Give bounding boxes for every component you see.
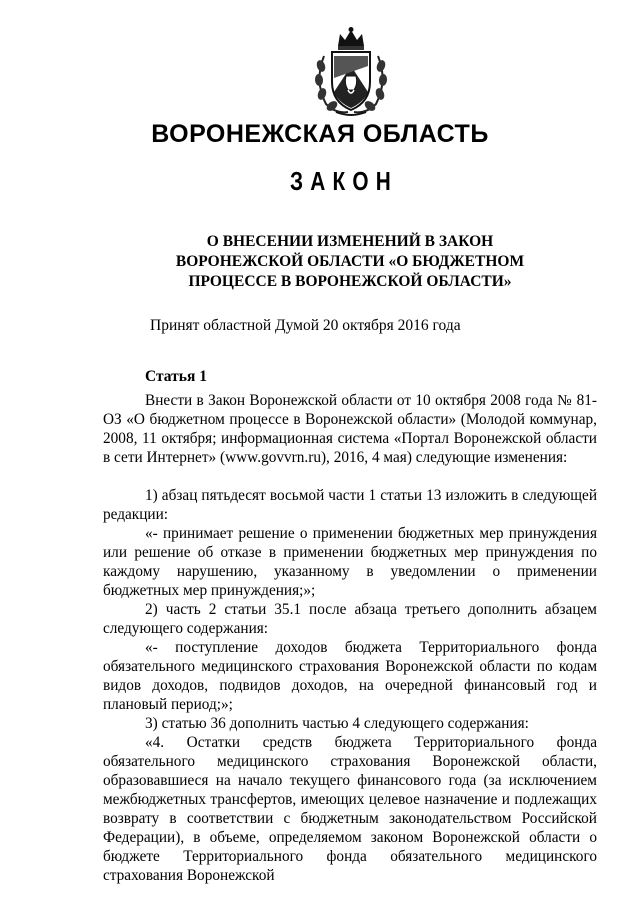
paragraph: Внести в Закон Воронежской области от 10 октября 2008 года № 81-ОЗ «О бюджетном процессе в Воронежской области» (Молодой коммунар, 2008, 11 октября; информационная система «Портал Воронежской области в сети Интернет» (www.govvrn.ru), 2016, 4 мая) следующие изменения: — [103, 392, 597, 466]
law-title-line: О ВНЕСЕНИИ ИЗМЕНЕНИЙ В ЗАКОН — [206, 233, 494, 250]
adoption-note: Принят областной Думой 20 октября 2016 года — [150, 317, 461, 334]
article-body — [103, 391, 597, 885]
law-title-line: ВОРОНЕЖСКОЙ ОБЛАСТИ «О БЮДЖЕТНОМ — [175, 253, 525, 270]
paragraph: «- принимает решение о применении бюджетных мер принуждения или решение об отказе в применении бюджетных мер принуждения по каждому нарушению, указанному в уведомлении о применении бюджетных мер принуждения;»; — [103, 525, 597, 599]
paragraph: 2) часть 2 статьи 35.1 после абзаца третьего дополнить абзацем следующего содержания: — [103, 601, 597, 637]
coat-of-arms-emblem — [312, 26, 390, 118]
paragraph: «4. Остатки средств бюджета Территориального фонда обязательного медицинского страхования Воронежской области, образовавшиеся на начало текущего финансового года (за исключением межбюджетных трансфертов, имеющих целевое назначение и подлежащих возврату в соответствии с бюджетным законодательством Российской Федерации), в объеме, определяемом законом Воронежской области о бюджете Территориального фонда обязательного медицинского страхования Воронежской — [103, 734, 597, 884]
article-heading: Статья 1 — [145, 368, 207, 385]
paragraph: «- поступление доходов бюджета Территориального фонда обязательного медицинского страхования Воронежской области по кодам видов доходов, подвидов доходов, на очередной финансовый год и плановый период;»; — [103, 639, 597, 713]
document-type-heading: ЗАКОН — [290, 166, 398, 196]
paragraph: 1) абзац пятьдесят восьмой части 1 статьи 13 изложить в следующей редакции: — [103, 487, 597, 523]
region-heading: ВОРОНЕЖСКАЯ ОБЛАСТЬ — [151, 120, 489, 148]
law-title — [150, 232, 550, 292]
paragraph: 3) статью 36 дополнить частью 4 следующего содержания: — [145, 715, 529, 732]
law-title-line: ПРОЦЕССЕ В ВОРОНЕЖСКОЙ ОБЛАСТИ» — [188, 273, 512, 290]
voronezh-coat-of-arms-icon — [312, 26, 390, 118]
